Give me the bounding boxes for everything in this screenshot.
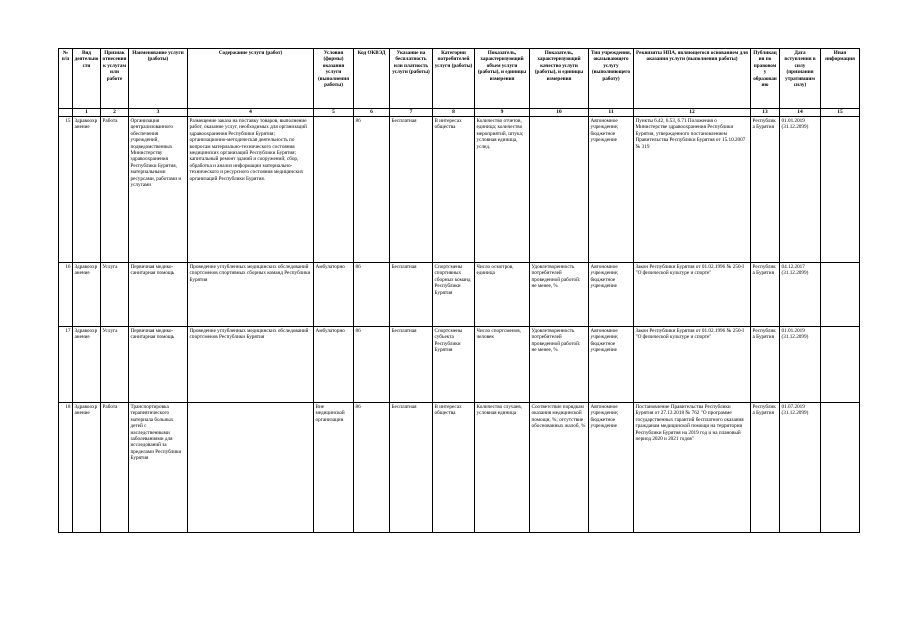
name-cell: Организация централизованного обеспечения учреждений, подведомственных Министерству здравоохранения Республики Бурятия, материальными ресурсами, работами и услугами [129, 117, 188, 263]
column-number: 12 [634, 109, 751, 117]
column-number: 14 [780, 109, 821, 117]
header-pub: Публикация по правовому образованию [751, 49, 780, 109]
pub-cell: Республика Бурятия [751, 403, 780, 533]
form-cell: Амбулаторно [314, 327, 354, 403]
table-row [59, 327, 860, 403]
other-cell [821, 403, 860, 533]
volume-cell: Число осмотров, единица [475, 263, 530, 327]
header-other: Иная информация [821, 49, 860, 109]
column-number: 10 [530, 109, 589, 117]
column-number: 3 [129, 109, 188, 117]
activity-cell: Здравоохранение [73, 117, 101, 263]
header-quality: Показатель, характеризующий качество услуги (работы), и единицы измерения [530, 49, 589, 109]
header-fee: Указание на бесплатность или платность услуги (работы) [390, 49, 433, 109]
column-number: 13 [751, 109, 780, 117]
table-row [59, 263, 860, 327]
name-cell: Первичная медико-санитарная помощь [129, 327, 188, 403]
fee-cell: Бесплатная [390, 403, 433, 533]
pub-cell: Республика Бурятия [751, 117, 780, 263]
consumers-cell: Спортсмены субъекта Республики Бурятия [433, 327, 475, 403]
inst-type-cell: Автономное учреждение; бюджетное учреждение [589, 403, 634, 533]
inst-type-cell: Автономное учреждение; бюджетное учреждение [589, 117, 634, 263]
quality-cell [530, 117, 589, 263]
quality-cell: Удовлетворенность потребителей проведенной работой: не менее, % [530, 263, 589, 327]
table-row [59, 403, 860, 533]
column-number: 2 [101, 109, 129, 117]
activity-cell: Здравоохранение [73, 403, 101, 533]
other-cell [821, 263, 860, 327]
table-row [59, 117, 860, 263]
column-number: 1 [73, 109, 101, 117]
other-cell [821, 327, 860, 403]
column-number: 15 [821, 109, 860, 117]
fee-cell: Бесплатная [390, 263, 433, 327]
header-date: Дата вступления в силу (признания утратившим силу) [780, 49, 821, 109]
consumers-cell: Спортсмены спортивных сборных команд Республики Бурятия [433, 263, 475, 327]
header-npa: Реквизиты НПА, являющегося основанием для оказания услуги (выполнения работы) [634, 49, 751, 109]
column-number: 11 [589, 109, 634, 117]
volume-cell: Количество отчетов, единица; количество мероприятий, штука; условная единица, услед. [475, 117, 530, 263]
header-activity: Вид деятельности [73, 49, 101, 109]
volume-cell: Число спортсменов, человек [475, 327, 530, 403]
column-number: 7 [390, 109, 433, 117]
content-cell [188, 403, 314, 533]
date-cell: 04.12.2017 (31.12.2099) [780, 263, 821, 327]
header-form: Условия (формы) оказания услуги (выполнения работы) [314, 49, 354, 109]
content-cell: Размещение заказа на поставку товаров, выполнение работ, оказание услуг, необходимых для организаций здравоохранения Республики Бурятия; организационно-методическая деятельность по вопросам материально-технического состояния медицинских организаций Республики Бурятия; капитальный ремонт зданий и сооружений; сбор, обработка и анализ информации материально-технического и ресурсного состояния медицинских организаций Республики Бурятия. [188, 117, 314, 263]
npa-cell: Закон Республики Бурятия от 01.02.1996 № 250-I "О физической культуре и спорте" [634, 327, 751, 403]
quality-cell: Соответствие порядкам оказания медицинской помощи, %; отсутствие обоснованных жалоб, % [530, 403, 589, 533]
other-cell [821, 117, 860, 263]
column-number-row [59, 109, 860, 117]
date-cell: 01.07.2019 (31.12.2099) [780, 403, 821, 533]
header-name: Наименование услуги (работы) [129, 49, 188, 109]
kind-cell: Работа [101, 117, 129, 263]
volume-cell: Количество случаев, условная единица [475, 403, 530, 533]
row-number: 18 [59, 403, 73, 533]
okved-cell: 86 [354, 403, 390, 533]
quality-cell: Удовлетворенность потребителей проведенной работой: не менее, % [530, 327, 589, 403]
header-content: Содержание услуги (работ) [188, 49, 314, 109]
header-volume: Показатель, характеризующий объем услуги (работы), и единицы измерения [475, 49, 530, 109]
activity-cell: Здравоохранение [73, 327, 101, 403]
kind-cell: Услуга [101, 263, 129, 327]
row-number: 16 [59, 263, 73, 327]
column-number: 8 [433, 109, 475, 117]
name-cell: Транспортировка терапевтического материала больных детей с наследственными заболеваниями для исследований за пределами Республики Бурятия [129, 403, 188, 533]
services-register-table [58, 48, 860, 533]
consumers-cell: В интересах общества [433, 403, 475, 533]
pub-cell: Республика Бурятия [751, 327, 780, 403]
name-cell: Первичная медико-санитарная помощь [129, 263, 188, 327]
pub-cell: Республика Бурятия [751, 263, 780, 327]
date-cell: 01.01.2019 (31.12.2099) [780, 327, 821, 403]
column-number-empty [59, 109, 73, 117]
activity-cell: Здравоохранение [73, 263, 101, 327]
header-inst-type: Тип учреждения, оказывающего услугу (выполняющего работу) [589, 49, 634, 109]
inst-type-cell: Автономное учреждение; бюджетное учреждение [589, 263, 634, 327]
header-row [59, 49, 860, 109]
header-okved: Код ОКВЭД [354, 49, 390, 109]
column-number: 5 [314, 109, 354, 117]
okved-cell: 86 [354, 263, 390, 327]
column-number: 6 [354, 109, 390, 117]
column-number: 4 [188, 109, 314, 117]
kind-cell: Работа [101, 403, 129, 533]
form-cell [314, 117, 354, 263]
row-number: 15 [59, 117, 73, 263]
fee-cell: Бесплатная [390, 327, 433, 403]
row-number: 17 [59, 327, 73, 403]
form-cell: Вне медицинской организации [314, 403, 354, 533]
header-kind: Признак отнесения к услугам или работе [101, 49, 129, 109]
okved-cell: 86 [354, 327, 390, 403]
inst-type-cell: Автономное учреждение; бюджетное учреждение [589, 327, 634, 403]
column-number: 9 [475, 109, 530, 117]
header-num: № п/п [59, 49, 73, 109]
content-cell: Проведение углубленных медицинских обследований спортсменов Республики Бурятия [188, 327, 314, 403]
okved-cell: 86 [354, 117, 390, 263]
npa-cell: Закон Республики Бурятия от 01.02.1996 № 250-I "О физической культуре и спорте" [634, 263, 751, 327]
npa-cell: Пункты 6.42, 6.53, 6.71 Положения о Министерстве здравоохранения Республики Бурятия, утвержденного постановлением Правительства Республики Бурятия от 15.10.2007 № 319 [634, 117, 751, 263]
fee-cell: Бесплатная [390, 117, 433, 263]
form-cell: Амбулаторно [314, 263, 354, 327]
content-cell: Проведение углубленных медицинских обследований спортсменов спортивных сборных команд Республики Бурятия [188, 263, 314, 327]
npa-cell: Постановление Правительства Республики Бурятия от 27.12.2018 № 762 "О программе государственных гарантий бесплатного оказания гражданам медицинской помощи на территории Республики Бурятия на 2019 год и на плановый период 2020 и 2021 годов" [634, 403, 751, 533]
date-cell: 01.01.2019 (31.12.2099) [780, 117, 821, 263]
kind-cell: Услуга [101, 327, 129, 403]
header-consumers: Категории потребителей услуги (работы) [433, 49, 475, 109]
consumers-cell: В интересах общества [433, 117, 475, 263]
